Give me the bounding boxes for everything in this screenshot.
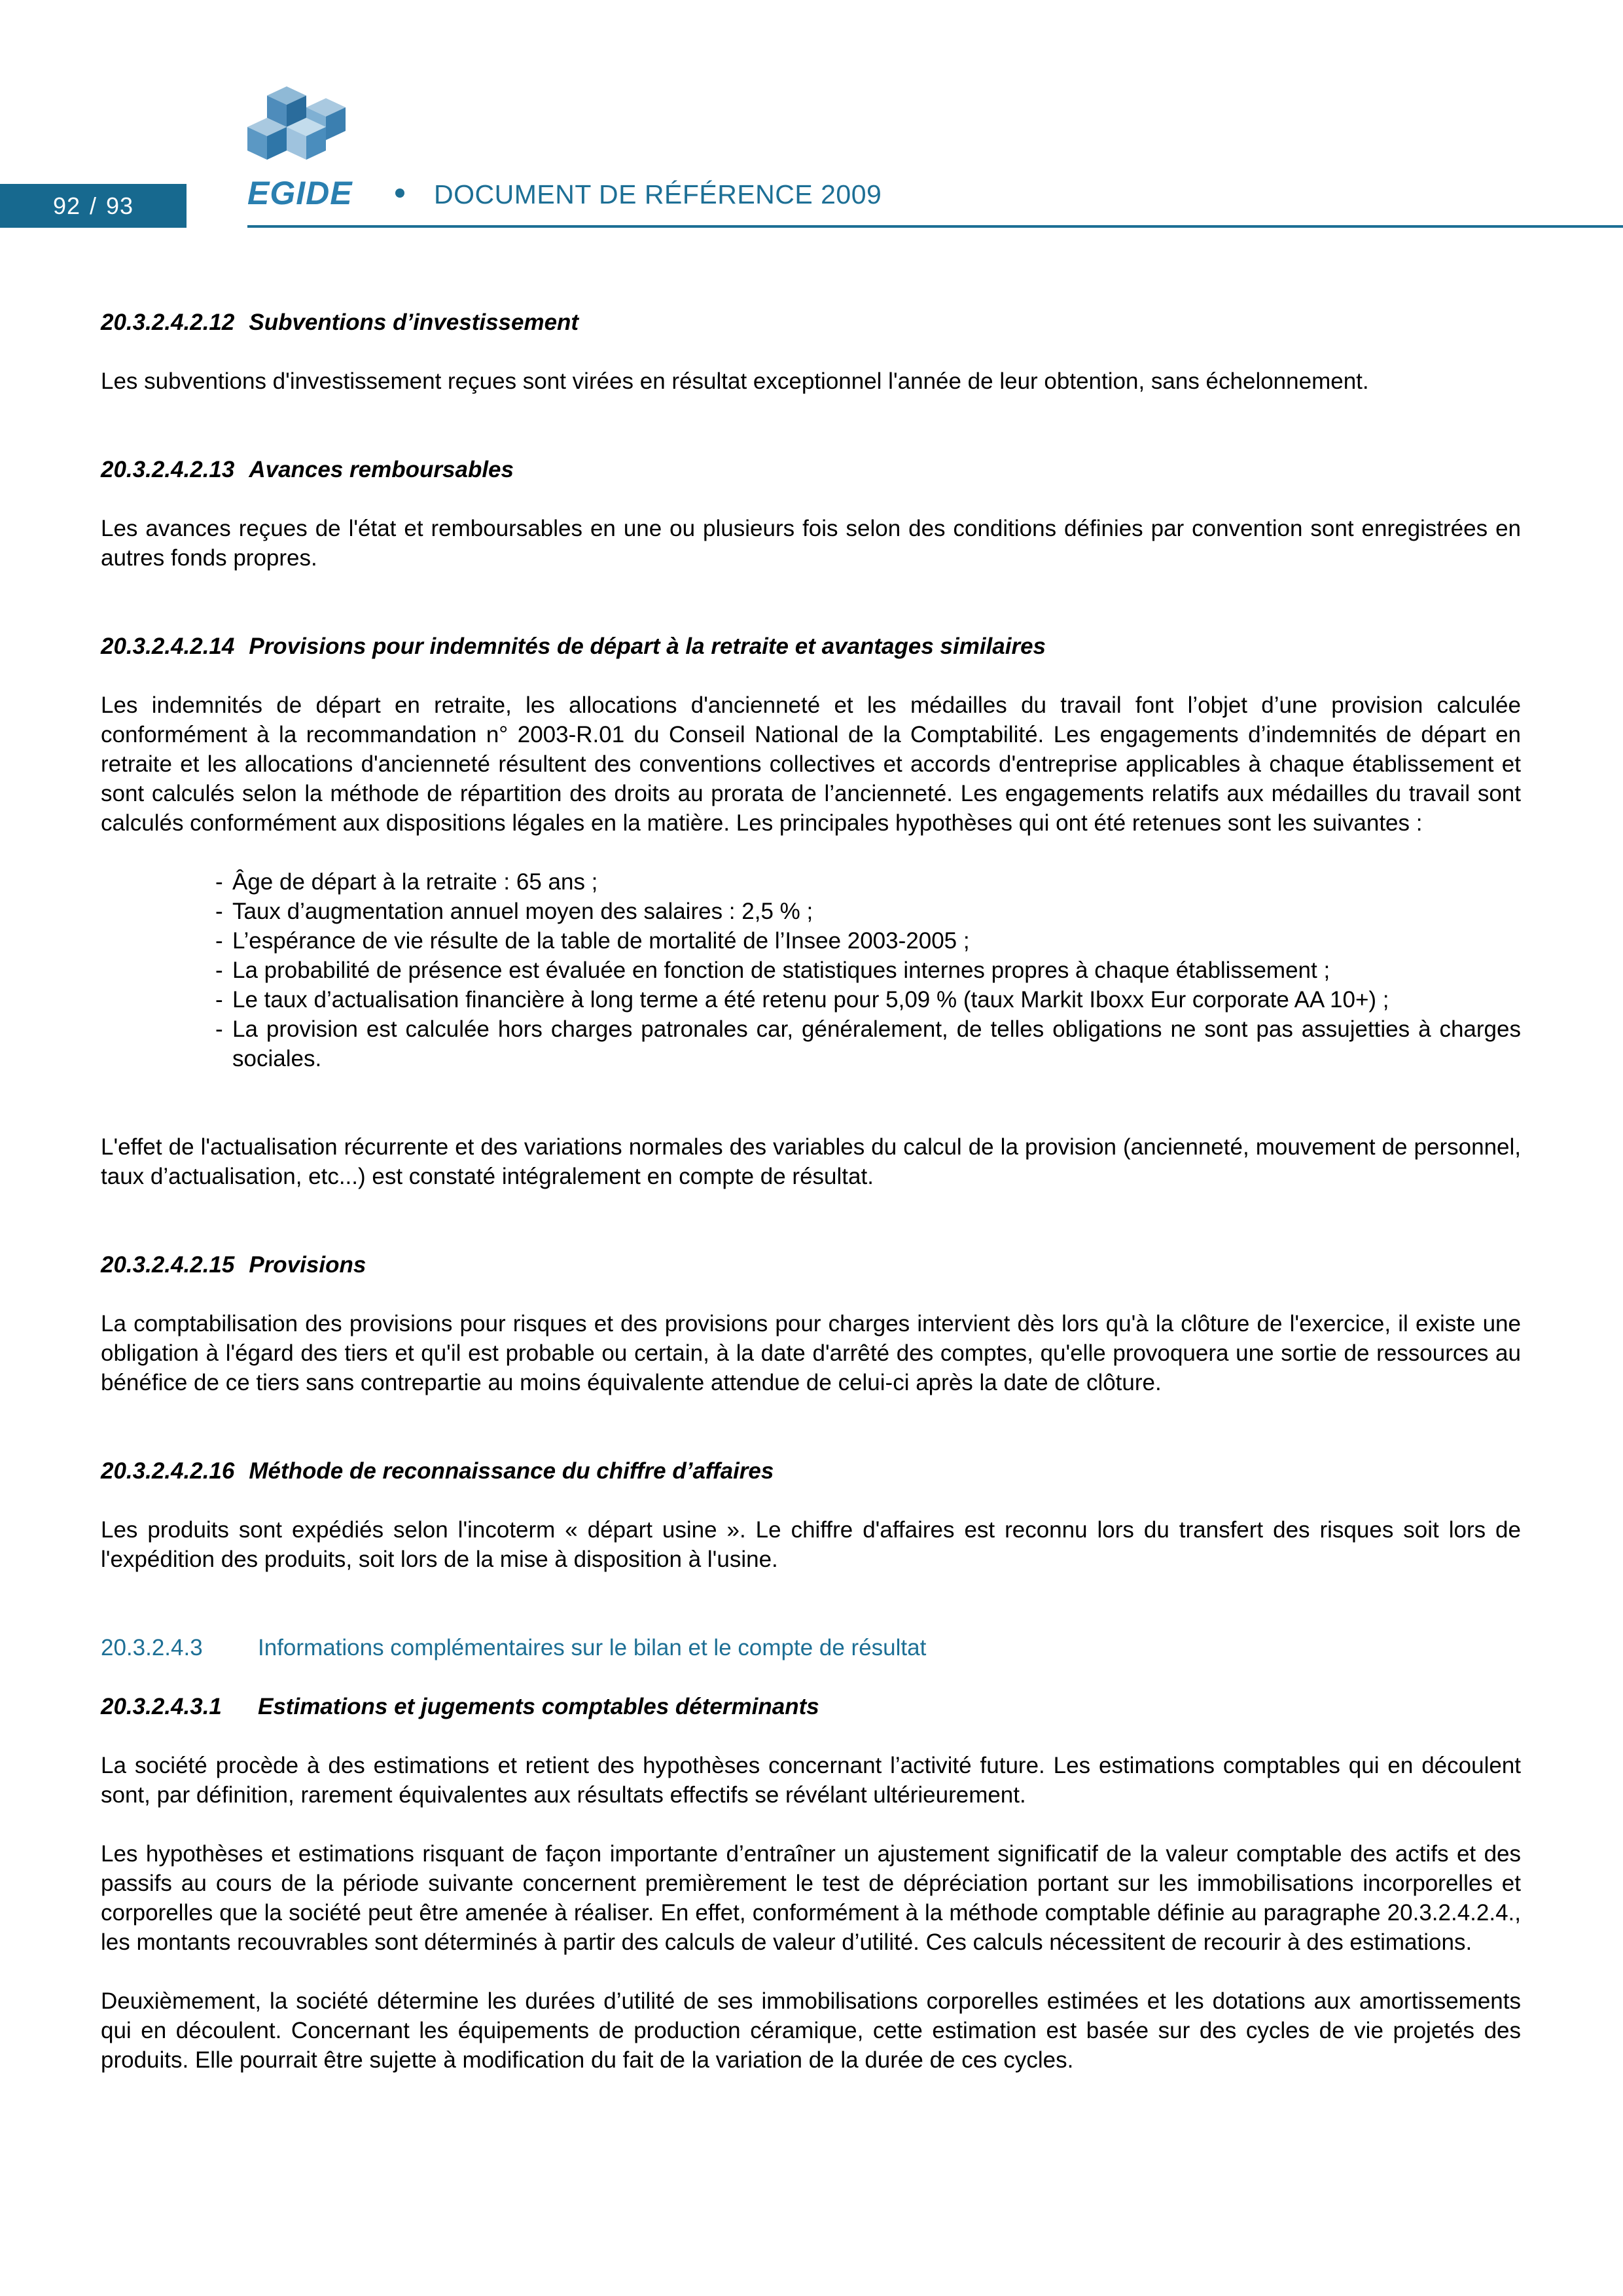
section-title	[101, 1250, 1521, 1280]
list-item: - Le taux d’actualisation financière à long terme a été retenu pour 5,09 % (taux Markit Iboxx Eur corporate AA 10+) ;	[215, 985, 1521, 1014]
paragraph: Les hypothèses et estimations risquant de façon importante d’entraîner un ajustement significatif de la valeur comptable des actifs et des passifs au cours de la période suivante concernent premièrement le test de dépréciation portant sur les immobilisations incorporelles et corporelles que la société peut être amenée à réaliser. En effet, conformément à la méthode comptable définie au paragraphe 20.3.2.4.2.4., les montants recouvrables sont déterminés à partir des calculs de valeur d’utilité. Ces calculs nécessitent de recourir à des estimations.	[101, 1841, 1521, 1955]
section-number: 20.3.2.4.2.16	[101, 1458, 235, 1484]
list-item: - La provision est calculée hors charges patronales car, généralement, de telles obligations ne sont pas assujetties à charges sociales.	[215, 1014, 1521, 1073]
subsection-number: 20.3.2.4.3	[101, 1635, 203, 1660]
header-bullet	[395, 188, 404, 198]
paragraph: Les produits sont expédiés selon l'incoterm « départ usine ». Le chiffre d'affaires est reconnu lors du transfert des risques soit lors de l'expédition des produits, soit lors de la mise à disposition à l'usine.	[101, 1517, 1521, 1572]
page-content	[101, 308, 1521, 2104]
section-title	[101, 308, 1521, 337]
page-total: 93	[106, 192, 134, 219]
paragraph: Les avances reçues de l'état et remboursables en une ou plusieurs fois selon des conditions définies par convention sont enregistrées en autres fonds propres.	[101, 516, 1521, 571]
page-header	[0, 0, 1623, 236]
paragraph: La comptabilisation des provisions pour risques et des provisions pour charges intervient dès lors qu'à la clôture de l'exercice, il existe une obligation à l'égard des tiers et qu'il est probable ou certain, à la date d'arrêté des comptes, qu'elle provoquera une sortie de ressources au bénéfice de ce tiers sans contrepartie au moins équivalente attendue de celui-ci après la date de clôture.	[101, 1311, 1521, 1395]
section-number: 20.3.2.4.2.12	[101, 310, 235, 335]
paragraph: La société procède à des estimations et retient des hypothèses concernant l’activité future. Les estimations comptables qui en découlent sont, par définition, rarement équivalentes aux résultats effectifs se révélant ultérieurement.	[101, 1753, 1521, 1808]
subsection-title	[101, 1633, 1521, 1662]
section-heading: Avances remboursables	[249, 457, 514, 482]
section-heading: Estimations et jugements comptables déterminants	[258, 1694, 819, 1719]
section-number: 20.3.2.4.2.15	[101, 1252, 235, 1278]
section-title	[101, 1692, 1521, 1721]
section-number: 20.3.2.4.3.1	[101, 1694, 222, 1719]
list-item: - Taux d’augmentation annuel moyen des salaires : 2,5 % ;	[215, 897, 1521, 926]
list-item: - La probabilité de présence est évaluée en fonction de statistiques internes propres à chaque établissement ;	[215, 956, 1521, 985]
paragraph: Les indemnités de départ en retraite, les allocations d'ancienneté et les médailles du travail font l’objet d’une provision calculée conformément à la recommandation n° 2003-R.01 du Conseil National de la Comptabilité. Les engagements d’indemnités de départ en retraite et les allocations d'ancienneté résultent des conventions collectives et accords d'entreprise applicables à chaque établissement et sont calculés selon la méthode de répartition des droits au prorata de l’ancienneté. Les engagements relatifs aux médailles du travail sont calculés conformément aux dispositions légales en la matière. Les principales hypothèses qui ont été retenues sont les suivantes :	[101, 692, 1521, 836]
list-item: - L’espérance de vie résulte de la table de mortalité de l’Insee 2003-2005 ;	[215, 926, 1521, 956]
page-number-badge	[0, 184, 187, 228]
header-rule	[247, 225, 1623, 228]
hypotheses-list	[101, 867, 1521, 1073]
page-current: 92	[52, 192, 80, 219]
paragraph: Deuxièmement, la société détermine les durées d’utilité de ses immobilisations corporelles estimées et les dotations aux amortissements qui en découlent. Concernant les équipements de production céramique, cette estimation est basée sur des cycles de vie projetés des produits. Elle pourrait être sujette à modification du fait de la variation de la durée de ces cycles.	[101, 1988, 1521, 2073]
paragraph: Les subventions d'investissement reçues sont virées en résultat exceptionnel l'année de leur obtention, sans échelonnement.	[101, 368, 1369, 394]
section-number: 20.3.2.4.2.14	[101, 634, 235, 659]
section-heading: Méthode de reconnaissance du chiffre d’affaires	[249, 1458, 774, 1484]
section-title	[101, 1456, 1521, 1486]
list-item: - Âge de départ à la retraite : 65 ans ;	[215, 867, 1521, 897]
paragraph: L'effet de l'actualisation récurrente et des variations normales des variables du calcul de la provision (ancienneté, mouvement de personnel, taux d’actualisation, etc...) est constaté intégralement en compte de résultat.	[101, 1134, 1521, 1189]
logo-text: EGIDE	[247, 175, 353, 211]
section-heading: Provisions pour indemnités de départ à la retraite et avantages similaires	[249, 634, 1046, 659]
section-heading: Subventions d’investissement	[249, 310, 579, 335]
document-title: DOCUMENT DE RÉFÉRENCE 2009	[434, 179, 882, 209]
section-number: 20.3.2.4.2.13	[101, 457, 235, 482]
subsection-heading: Informations complémentaires sur le bilan et le compte de résultat	[258, 1635, 927, 1660]
section-title	[101, 632, 1521, 661]
section-heading: Provisions	[249, 1252, 366, 1278]
page-separator: /	[89, 192, 97, 219]
section-title	[101, 455, 1521, 484]
